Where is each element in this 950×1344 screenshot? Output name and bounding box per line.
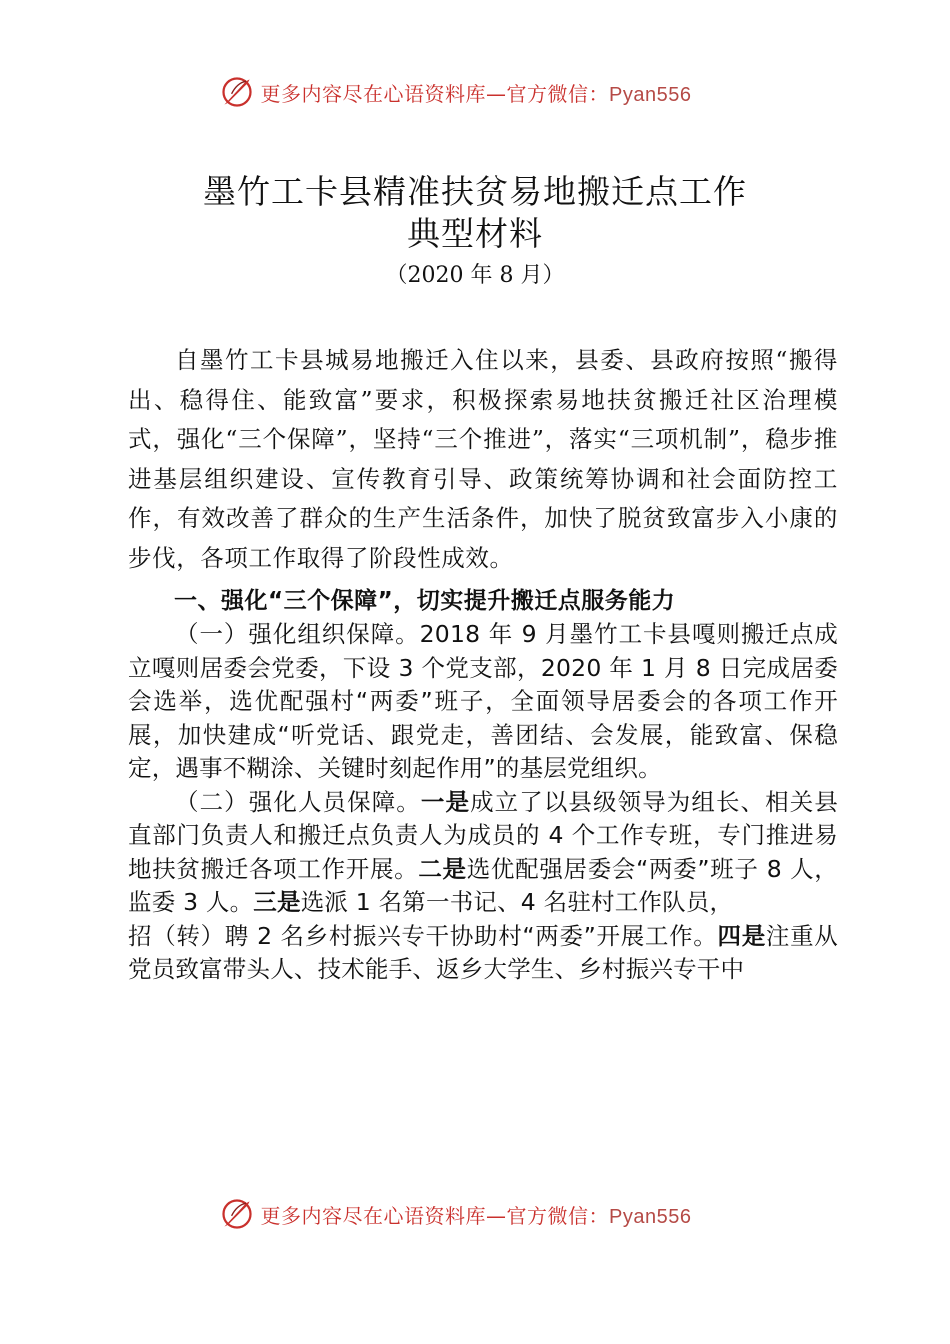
- point-3-text: 选派 1 名第一书记、4 名驻村工作队员，: [300, 888, 734, 916]
- subsection-1-text: 2018 年 9 月墨竹工卡县嘎则搬迁点成立嘎则居委会党委，下设 3 个党支部，2020 年 1 月 8 日完成居委会选举，选优配强村“两委”班子，全面领导居委会的各项工作开展，加快建成“听党话、跟党走，善团结、会发展，能致富、保稳定，遇事不糊涂、关键时刻起作用”的基层党组织。: [128, 620, 838, 782]
- intro-paragraph: 自墨竹工卡县城易地搬迁入住以来，县委、县政府按照“搬得出、稳得住、能致富”要求，积极探索易地扶贫搬迁社区治理模式，强化“三个保障”，坚持“三个推进”，落实“三项机制”，稳步推进基层组织建设、宣传教育引导、政策统筹协调和社会面防控工作，有效改善了群众的生产生活条件，加快了脱贫致富步入小康的步伐，各项工作取得了阶段性成效。: [128, 346, 838, 572]
- subsection-2-continued: [128, 920, 838, 987]
- subsection-1-paragraph: [128, 618, 838, 786]
- section-heading: 一、强化“三个保障”，切实提升搬迁点服务能力: [174, 588, 676, 614]
- document-title-line1: 墨竹工卡县精准扶贫易地搬迁点工作: [203, 172, 747, 211]
- banner-text: 更多内容尽在心语资料库—官方微信：Pyan556: [260, 1203, 692, 1228]
- wechat-id: Pyan556: [609, 83, 692, 106]
- point-3-text-continued: 招（转）聘 2 名乡村振兴专干协助村“两委”开展工作。: [128, 921, 718, 950]
- document-body: [128, 341, 838, 987]
- quill-pen-logo-icon: [219, 74, 255, 110]
- point-1-text: 成立了以县级领导为组长、相关县直部门负责人和搬迁点负责人为成员的 4 个工作专班，专门推进易地扶贫搬迁各项工作开展。: [128, 787, 839, 883]
- point-1-label: 一是: [420, 787, 471, 816]
- footer-banner: [0, 1194, 950, 1234]
- point-4-text: 注重从党员致富带头人、技术能手、返乡大学生、乡村振兴专干中: [128, 921, 838, 983]
- subsection-2-paragraph: [128, 786, 838, 920]
- document-title-line2: 典型材料: [407, 214, 543, 253]
- wechat-id: Pyan556: [609, 1205, 692, 1228]
- subsection-1-label: （一）强化组织保障。: [175, 620, 420, 648]
- document-date: （2020 年 8 月）: [385, 263, 565, 288]
- point-3-label: 三是: [253, 888, 301, 916]
- header-banner: [0, 72, 950, 112]
- point-2-label: 二是: [418, 854, 467, 883]
- subsection-2-label: （二）强化人员保障。: [175, 787, 421, 816]
- point-4-label: 四是: [717, 921, 766, 950]
- quill-pen-logo-icon: [219, 1196, 255, 1232]
- point-2-text: 选优配强居委会“两委”班子 8 人，监委 3 人。: [128, 854, 838, 916]
- banner-text: 更多内容尽在心语资料库—官方微信：Pyan556: [260, 81, 692, 106]
